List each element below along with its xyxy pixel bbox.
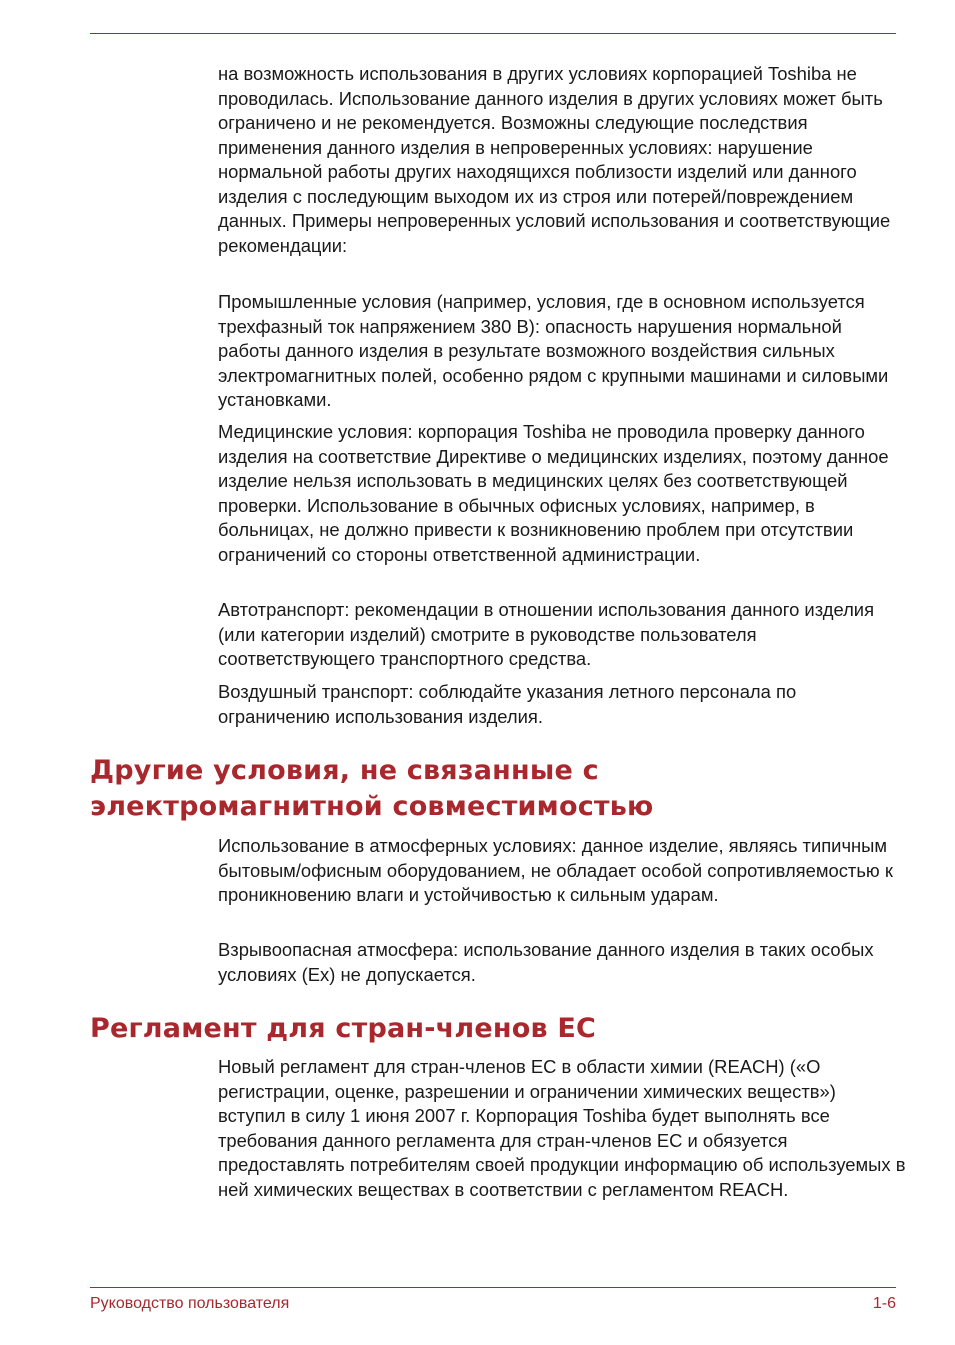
paragraph-intro: на возможность использования в других условиях корпорацией Toshiba не проводилась. Использование данного изделия в других условиях может быть ограничено и не рекомендуется. Возможны следующие последствия применения данного изделия в непроверенных условиях: нарушение нормальной работы других находящихся поблизости изделий или данного изделия с последующим выходом их из строя или потерей/повреждением данных. Примеры непроверенных условий использования и соответствующие рекомендации: — [218, 63, 891, 256]
paragraph-medical: Медицинские условия: корпорация Toshiba не проводила проверку данного изделия на соответствие Директиве о медицинских изделиях, поэтому данное изделие нельзя использовать в медицинских целях без соответствующей проверки. Использование в обычных офисных условиях, например, в больницах, не должно привести к возникновению проблем при отсутствии ограничений со стороны ответственной администрации. — [218, 421, 889, 565]
header-rule — [90, 33, 896, 34]
footer-title: Руководство пользователя — [90, 1295, 290, 1312]
section-heading-line2: электромагнитной совместимостью — [90, 791, 654, 822]
paragraph-industrial: Промышленные условия (например, условия, где в основном используется трехфазный ток напряжением 380 В): опасность нарушения нормальной работы данного изделия в результате возможного воздействия сильных электромагнитных полей, особенно рядом с крупными машинами и силовыми установками. — [218, 291, 889, 410]
footer-rule — [90, 1287, 896, 1288]
paragraph-aviation: Воздушный транспорт: соблюдайте указания летного персонала по ограничению использования изделия. — [218, 681, 797, 727]
paragraph-atmospheric: Использование в атмосферных условиях: данное изделие, являясь типичным бытовым/офисным оборудованием, не обладает особой сопротивляемостью к проникновению влаги и устойчивостью к сильным ударам. — [218, 835, 893, 905]
section-heading-non-emc — [90, 753, 896, 825]
page-number: 1-6 — [872, 1295, 896, 1312]
section-heading-line1: Другие условия, не связанные с — [90, 755, 599, 786]
section-heading-eu-regulation: Регламент для стран-членов ЕС — [90, 1013, 597, 1044]
paragraph-explosive: Взрывоопасная атмосфера: использование данного изделия в таких особых условиях (Ex) не допускается. — [218, 939, 874, 985]
paragraph-reach: Новый регламент для стран-членов ЕС в области химии (REACH) («О регистрации, оценке, разрешении и ограничении химических веществ») вступил в силу 1 июня 2007 г. Корпорация Toshiba будет выполнять все требования данного регламента для стран-членов ЕС и обязуется предоставлять потребителям своей продукции информацию об используемых в ней химических веществах в соответствии с регламентом REACH. — [218, 1056, 906, 1200]
paragraph-automotive: Автотранспорт: рекомендации в отношении использования данного изделия (или категории изделий) смотрите в руководстве пользователя соответствующего транспортного средства. — [218, 599, 875, 669]
